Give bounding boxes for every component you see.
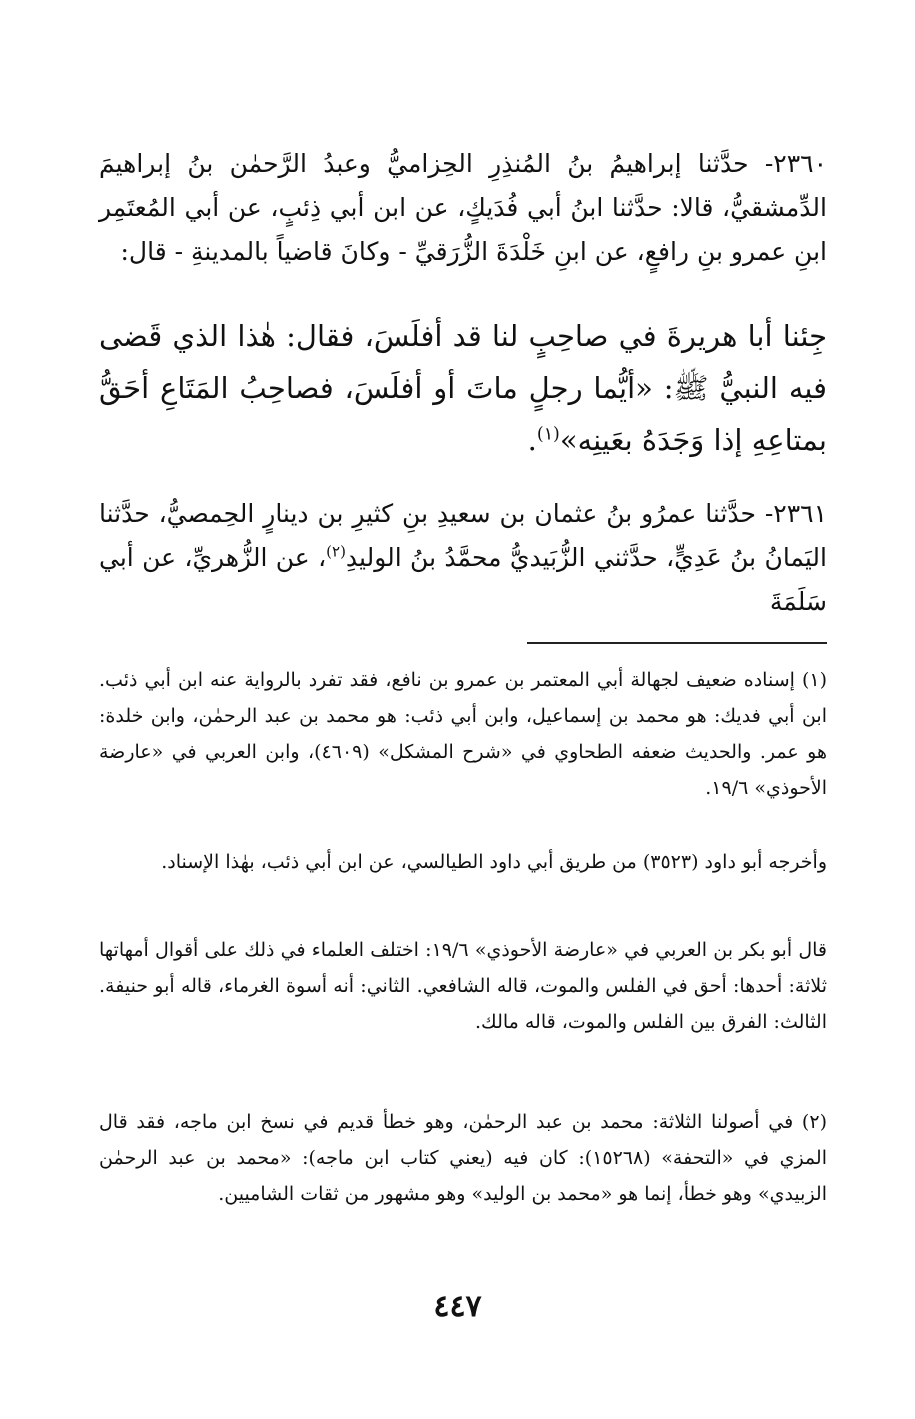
hadith-2360-isnad-text: ٢٣٦٠- حدَّثنا إبراهيمُ بنُ المُنذِرِ الحِزاميُّ وعبدُ الرَّحمٰن بنُ إبراهيمَ الدِّمشقيُّ، قالا: حدَّثنا ابنُ أبي فُدَيكٍ، عن ابن أبي ذِئبٍ، عن أبي المُعتَمِر ابنِ عمرو بنِ رافعٍ، عن ابنِ خَلْدَةَ الزُّرَقيِّ - وكانَ قاضياً بالمدينةِ - قال: — [99, 149, 827, 266]
footnote-2-text: (٢) في أصولنا الثلاثة: محمد بن عبد الرحمٰن، وهو خطأ قديم في نسخ ابن ماجه، فقد قال المزي في «التحفة» (١٥٢٦٨): كان فيه (يعني كتاب ابن ماجه): «محمد بن عبد الرحمٰن الزبيدي» وهو خطأ، إنما هو «محمد بن الوليد» وهو مشهور من ثقات الشاميين. — [99, 1111, 827, 1205]
hadith-2360-isnad — [99, 142, 827, 274]
footnote-2-paragraph — [99, 1104, 827, 1212]
hadith-2360-matn — [99, 310, 827, 466]
footnote-1-paragraph-3 — [99, 932, 827, 1040]
hadith-2361-isnad — [99, 492, 827, 624]
page-number: ٤٤٧ — [433, 1289, 482, 1324]
hadith-2360-matn-text: جِئنا أبا هريرةَ في صاحِبٍ لنا قد أفلَسَ، فقال: هٰذا الذي قَضى فيه النبيُّ ﷺ: «أيُّما رجلٍ ماتَ أو أفلَسَ، فصاحِبُ المَتَاعِ أحَقُّ بمتاعِهِ إذا وَجَدَهُ بعَينِه» — [99, 319, 827, 457]
hadith-2361-isnad-part1: ٢٣٦١- حدَّثنا عمرُو بنُ عثمان بن سعيدِ بنِ كثيرِ بن دينارٍ الحِمصيُّ، حدَّثنا اليَمانُ بنُ عَدِيٍّ، حدَّثني الزُّبَيديُّ محمَّدُ بنُ الوليدِ — [99, 499, 827, 572]
footnote-ref-2: (٢) — [326, 542, 346, 561]
footnote-divider — [527, 642, 827, 644]
hadith-2361-isnad-part2: ، عن الزُّهريِّ، عن أبي سَلَمَةَ — [99, 543, 827, 616]
footnote-1-text-3: قال أبو بكر بن العربي في «عارضة الأحوذي» ١٩/٦: اختلف العلماء في ذلك على أقوال أمهاتها ثلاثة: أحدها: أحق في الفلس والموت، قاله الشافعي. الثاني: أنه أسوة الغرماء، قاله أبو حنيفة. الثالث: الفرق بين الفلس والموت، قاله مالك. — [99, 939, 828, 1033]
footnote-1-paragraph-1 — [99, 662, 827, 806]
hadith-2360-matn-end: . — [527, 423, 537, 457]
footnote-1-text-2: وأخرجه أبو داود (٣٥٢٣) من طريق أبي داود الطيالسي، عن ابن أبي ذئب، بهٰذا الإسناد. — [161, 851, 827, 873]
footnote-ref-1: (١) — [536, 424, 560, 445]
footnote-1-text-1: (١) إسناده ضعيف لجهالة أبي المعتمر بن عمرو بن نافع، فقد تفرد بالرواية عنه ابن أبي ذئب. ابن أبي فديك: هو محمد بن إسماعيل، وابن أبي ذئب: هو محمد بن عبد الرحمٰن، وابن خلدة: هو عمر. والحديث ضعفه الطحاوي في «شرح المشكل» (٤٦٠٩)، وابن العربي في «عارضة الأحوذي» ١٩/٦. — [99, 669, 827, 799]
footnote-1-paragraph-2 — [99, 844, 827, 880]
